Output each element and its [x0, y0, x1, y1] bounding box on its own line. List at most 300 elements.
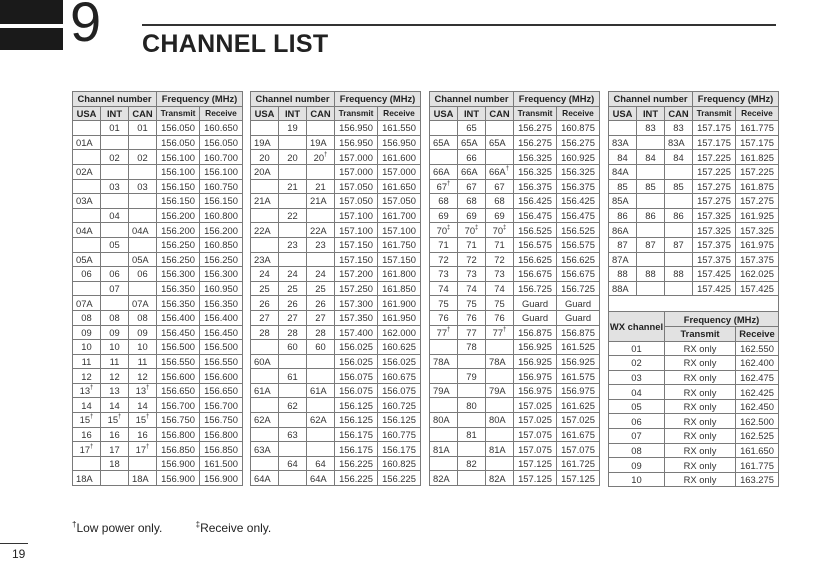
table-cell — [637, 223, 665, 238]
table-cell: 156.750 — [200, 413, 243, 428]
table-cell: 27 — [307, 310, 335, 325]
table-cell — [486, 369, 514, 384]
table-cell: 84 — [609, 150, 637, 165]
table-cell — [486, 150, 514, 165]
table-row — [251, 456, 421, 471]
table-cell — [637, 252, 665, 267]
table-cell — [101, 135, 129, 150]
table-cell — [486, 456, 514, 471]
wx-transmit-cell: RX only — [665, 385, 736, 400]
table-row — [609, 150, 779, 165]
header-frequency: Frequency (MHz) — [514, 92, 600, 107]
table-row — [430, 135, 600, 150]
table-cell: 156.950 — [378, 135, 421, 150]
table-cell — [665, 194, 693, 209]
table-cell: 08 — [129, 310, 157, 325]
wx-receive-cell: 162.550 — [736, 341, 779, 356]
wx-table-row — [609, 399, 779, 414]
table-row — [73, 121, 243, 136]
table-cell — [458, 442, 486, 457]
table-cell — [307, 427, 335, 442]
table-cell: 09 — [73, 325, 101, 340]
header-int: INT — [458, 106, 486, 121]
table-cell: 01 — [129, 121, 157, 136]
table-row — [73, 383, 243, 398]
table-cell — [458, 354, 486, 369]
table-cell: 17 — [101, 442, 129, 457]
table-cell: 10 — [73, 340, 101, 355]
table-row — [73, 208, 243, 223]
table-cell: 156.250 — [157, 252, 200, 267]
table-cell: 156.275 — [514, 135, 557, 150]
table-cell: 66A — [458, 164, 486, 179]
table-cell: 24 — [279, 267, 307, 282]
table-cell: 78 — [458, 340, 486, 355]
wx-table-row — [609, 385, 779, 400]
table-cell: 21 — [307, 179, 335, 194]
table-cell: 162.000 — [378, 325, 421, 340]
table-cell: 11 — [73, 354, 101, 369]
table-cell: 156.225 — [335, 471, 378, 486]
table-cell — [251, 237, 279, 252]
table-cell: 80A — [486, 413, 514, 428]
table-cell: 157.025 — [514, 413, 557, 428]
wx-channel-cell: 09 — [609, 458, 665, 473]
table-cell: 04 — [101, 208, 129, 223]
table-row — [73, 267, 243, 282]
table-cell — [251, 398, 279, 413]
table-cell: 156.325 — [514, 150, 557, 165]
table-cell: 156.400 — [200, 310, 243, 325]
table-row — [73, 471, 243, 486]
wx-receive-cell: 162.450 — [736, 399, 779, 414]
channel-table-2 — [250, 91, 421, 486]
page-number-rule — [0, 543, 28, 544]
table-cell: 05A — [129, 252, 157, 267]
table-cell: 21A — [307, 194, 335, 209]
table-cell: 157.175 — [693, 135, 736, 150]
wx-receive-cell: 162.475 — [736, 370, 779, 385]
table-cell: 20† — [307, 150, 335, 165]
table-cell: 61 — [279, 369, 307, 384]
table-row — [430, 281, 600, 296]
table-cell — [458, 383, 486, 398]
page-number: 19 — [12, 547, 26, 561]
table-cell — [458, 471, 486, 486]
table-cell: 87 — [637, 237, 665, 252]
table-cell: 70‡ — [458, 223, 486, 238]
table-row — [251, 223, 421, 238]
table-cell: 157.275 — [736, 194, 779, 209]
table-cell: 63 — [279, 427, 307, 442]
table-cell — [486, 121, 514, 136]
table-row — [251, 413, 421, 428]
table-row — [609, 121, 779, 136]
table-cell: 156.150 — [157, 194, 200, 209]
table-cell: 161.650 — [378, 179, 421, 194]
table-row — [251, 398, 421, 413]
table-cell — [73, 179, 101, 194]
table-cell: 156.650 — [157, 383, 200, 398]
table-cell: 156.075 — [378, 383, 421, 398]
table-cell — [101, 223, 129, 238]
table-row — [251, 194, 421, 209]
table-cell: 83 — [665, 121, 693, 136]
wx-table-row — [609, 414, 779, 429]
table-cell: 07A — [129, 296, 157, 311]
table-cell: 157.125 — [514, 471, 557, 486]
wx-channel-cell: 02 — [609, 356, 665, 371]
table-cell: 71 — [458, 237, 486, 252]
table-cell: 156.325 — [514, 164, 557, 179]
table-cell: 160.675 — [378, 369, 421, 384]
wx-table-row — [609, 429, 779, 444]
table-cell: 160.725 — [378, 398, 421, 413]
table-cell: 157.025 — [557, 413, 600, 428]
table-cell: 88 — [665, 267, 693, 282]
table-cell: 156.050 — [157, 135, 200, 150]
table-row — [73, 427, 243, 442]
table-cell: 22A — [251, 223, 279, 238]
table-cell: 156.050 — [200, 135, 243, 150]
table-row — [251, 150, 421, 165]
table-cell: 82A — [430, 471, 458, 486]
table-cell: 161.550 — [378, 121, 421, 136]
table-row — [73, 281, 243, 296]
table-cell: 77† — [430, 325, 458, 340]
table-cell: 156.100 — [200, 164, 243, 179]
table-row — [251, 296, 421, 311]
table-cell: 157.425 — [736, 281, 779, 296]
table-cell: 156.250 — [200, 252, 243, 267]
table-cell: 156.475 — [514, 208, 557, 223]
table-cell: 81A — [486, 442, 514, 457]
table-cell: 156.500 — [157, 340, 200, 355]
table-cell: 156.125 — [335, 413, 378, 428]
table-cell: 13 — [101, 383, 129, 398]
table-cell — [251, 208, 279, 223]
table-cell — [307, 354, 335, 369]
wx-transmit-cell: RX only — [665, 429, 736, 444]
wx-transmit-cell: RX only — [665, 458, 736, 473]
table-row — [73, 369, 243, 384]
table-cell: 03 — [101, 179, 129, 194]
table-cell — [73, 456, 101, 471]
table-cell: 24 — [307, 267, 335, 282]
table-cell: 157.075 — [514, 427, 557, 442]
table-cell: 26 — [307, 296, 335, 311]
table-cell: 160.650 — [200, 121, 243, 136]
table-row — [251, 135, 421, 150]
table-cell — [279, 471, 307, 486]
table-row — [430, 223, 600, 238]
table-cell: 160.775 — [378, 427, 421, 442]
table-cell — [251, 369, 279, 384]
header-rule — [142, 24, 776, 26]
table-cell: 11 — [129, 354, 157, 369]
table-cell: 75 — [486, 296, 514, 311]
table-cell: 78A — [430, 354, 458, 369]
footnotes — [72, 521, 301, 535]
wx-transmit-cell: RX only — [665, 414, 736, 429]
table-cell: 15† — [101, 413, 129, 428]
table-cell: 156.800 — [200, 427, 243, 442]
table-cell: 157.100 — [335, 208, 378, 223]
table-cell: 12 — [73, 369, 101, 384]
table-cell — [101, 194, 129, 209]
table-row — [430, 267, 600, 282]
table-cell: 157.225 — [693, 150, 736, 165]
table-cell: 17† — [129, 442, 157, 457]
table-cell: 161.825 — [736, 150, 779, 165]
table-row — [251, 121, 421, 136]
header-transmit: Transmit — [335, 106, 378, 121]
table-cell: 22 — [279, 208, 307, 223]
table-cell: 156.950 — [335, 135, 378, 150]
table-cell: 157.275 — [693, 194, 736, 209]
table-cell: 156.350 — [157, 296, 200, 311]
table-cell: 161.875 — [736, 179, 779, 194]
table-cell: 156.275 — [514, 121, 557, 136]
table-cell: 64A — [307, 471, 335, 486]
table-cell: 156.475 — [557, 208, 600, 223]
table-cell: 87 — [665, 237, 693, 252]
table-cell: 73 — [486, 267, 514, 282]
table-cell: 157.100 — [335, 223, 378, 238]
table-cell: 156.625 — [514, 252, 557, 267]
table-cell: 79 — [458, 369, 486, 384]
table-cell: 84 — [637, 150, 665, 165]
table-cell: 67 — [486, 179, 514, 194]
table-cell: 156.225 — [378, 471, 421, 486]
table-cell: 83 — [637, 121, 665, 136]
table-cell: 72 — [430, 252, 458, 267]
header-can: CAN — [307, 106, 335, 121]
table-cell: 01A — [73, 135, 101, 150]
wx-channel-cell: 05 — [609, 399, 665, 414]
table-cell: 156.900 — [157, 456, 200, 471]
table-cell — [129, 237, 157, 252]
table-cell: 157.425 — [693, 281, 736, 296]
table-row — [73, 194, 243, 209]
table-cell — [101, 296, 129, 311]
table-row — [251, 208, 421, 223]
table-cell: 20 — [251, 150, 279, 165]
table-cell: 85 — [637, 179, 665, 194]
table-cell — [637, 194, 665, 209]
table-cell: 160.850 — [200, 237, 243, 252]
table-cell: 157.200 — [335, 267, 378, 282]
table-cell — [430, 121, 458, 136]
table-cell: 88 — [609, 267, 637, 282]
table-cell: 156.425 — [557, 194, 600, 209]
wx-transmit-cell: RX only — [665, 370, 736, 385]
table-cell: 156.525 — [557, 223, 600, 238]
table-cell: 156.200 — [157, 208, 200, 223]
table-cell: 09 — [129, 325, 157, 340]
table-cell — [73, 121, 101, 136]
table-cell: 16 — [101, 427, 129, 442]
table-row — [73, 456, 243, 471]
table-row — [430, 150, 600, 165]
table-row — [73, 442, 243, 457]
table-cell: 13† — [129, 383, 157, 398]
chapter-tab-block-top — [0, 0, 63, 24]
table-cell: 156.225 — [335, 456, 378, 471]
table-cell — [279, 354, 307, 369]
table-row — [73, 325, 243, 340]
table-cell: 76 — [430, 310, 458, 325]
table-row — [430, 340, 600, 355]
table-cell: 160.875 — [557, 121, 600, 136]
table-cell: 64 — [279, 456, 307, 471]
table-cell: 156.600 — [200, 369, 243, 384]
table-cell: 157.150 — [335, 252, 378, 267]
table-cell: 68 — [458, 194, 486, 209]
table-cell: 156.425 — [514, 194, 557, 209]
table-cell: 65A — [458, 135, 486, 150]
table-row — [73, 179, 243, 194]
table-cell: 18A — [129, 471, 157, 486]
table-cell: 77 — [458, 325, 486, 340]
table-cell — [307, 252, 335, 267]
table-cell: 160.800 — [200, 208, 243, 223]
header-channel-number: Channel number — [251, 92, 335, 107]
header-int: INT — [101, 106, 129, 121]
table-cell — [665, 223, 693, 238]
header-wx-channel: WX channel — [609, 312, 665, 341]
table-cell: 16 — [129, 427, 157, 442]
wx-receive-cell: 162.400 — [736, 356, 779, 371]
table-row — [251, 427, 421, 442]
table-cell: 67 — [458, 179, 486, 194]
table-cell: 18A — [73, 471, 101, 486]
table-row — [430, 164, 600, 179]
table-cell — [458, 413, 486, 428]
header-transmit: Transmit — [157, 106, 200, 121]
table-row — [251, 383, 421, 398]
table-cell: 86 — [609, 208, 637, 223]
table-cell: 156.125 — [378, 413, 421, 428]
table-cell: 156.075 — [335, 369, 378, 384]
table-row — [430, 252, 600, 267]
table-cell — [307, 442, 335, 457]
table-cell: 83A — [609, 135, 637, 150]
table-cell: 74 — [486, 281, 514, 296]
table-cell: 28 — [307, 325, 335, 340]
table-cell — [129, 456, 157, 471]
table-cell: 156.625 — [557, 252, 600, 267]
table-row — [73, 223, 243, 238]
wx-transmit-cell: RX only — [665, 341, 736, 356]
table-cell: 157.325 — [693, 208, 736, 223]
table-cell: 21A — [251, 194, 279, 209]
table-row — [251, 310, 421, 325]
table-cell: 08 — [73, 310, 101, 325]
wx-channel-cell: 04 — [609, 385, 665, 400]
table-cell: 156.250 — [157, 237, 200, 252]
header-can: CAN — [665, 106, 693, 121]
header-usa: USA — [251, 106, 279, 121]
table-cell: 157.125 — [514, 456, 557, 471]
table-cell: 07A — [73, 296, 101, 311]
table-cell: 85A — [609, 194, 637, 209]
table-cell: 156.675 — [557, 267, 600, 282]
table-cell: 157.225 — [693, 164, 736, 179]
table-cell: 156.375 — [557, 179, 600, 194]
header-transmit: Transmit — [514, 106, 557, 121]
table-row — [251, 252, 421, 267]
header-receive: Receive — [557, 106, 600, 121]
table-cell: 156.100 — [157, 150, 200, 165]
table-cell — [430, 340, 458, 355]
table-cell: 160.750 — [200, 179, 243, 194]
table-cell — [251, 340, 279, 355]
table-row — [73, 398, 243, 413]
table-cell: 07 — [101, 281, 129, 296]
table-cell: 157.050 — [335, 194, 378, 209]
table-cell: 161.625 — [557, 398, 600, 413]
header-can: CAN — [129, 106, 157, 121]
table-cell: 06 — [129, 267, 157, 282]
table-cell: 156.900 — [200, 471, 243, 486]
table-cell: 157.050 — [335, 179, 378, 194]
table-row — [251, 442, 421, 457]
wx-channel-cell: 06 — [609, 414, 665, 429]
table-cell: 68 — [430, 194, 458, 209]
table-cell: 75 — [458, 296, 486, 311]
table-cell: 156.275 — [557, 135, 600, 150]
table-cell: 161.675 — [557, 427, 600, 442]
table-cell: 161.975 — [736, 237, 779, 252]
table-cell: 14 — [101, 398, 129, 413]
table-cell: 66 — [458, 150, 486, 165]
header-can: CAN — [486, 106, 514, 121]
table-cell: 69 — [458, 208, 486, 223]
table-cell: 65A — [430, 135, 458, 150]
table-cell: 156.075 — [335, 383, 378, 398]
table-cell: Guard — [514, 310, 557, 325]
wx-table-row — [609, 472, 779, 487]
table-cell: 156.575 — [557, 237, 600, 252]
table-cell: 161.800 — [378, 267, 421, 282]
table-cell — [73, 237, 101, 252]
table-cell: 157.375 — [693, 252, 736, 267]
table-cell: 156.750 — [157, 413, 200, 428]
wx-receive-cell: 161.650 — [736, 443, 779, 458]
table-cell: 60 — [279, 340, 307, 355]
table-cell: 61A — [251, 383, 279, 398]
table-cell: 66A† — [486, 164, 514, 179]
table-cell: 156.850 — [200, 442, 243, 457]
table-cell: 156.025 — [335, 340, 378, 355]
footnote-low-power: †Low power only. — [72, 520, 163, 535]
header-channel-number: Channel number — [609, 92, 693, 107]
table-cell — [665, 252, 693, 267]
table-cell: 61A — [307, 383, 335, 398]
table-cell: 03A — [73, 194, 101, 209]
table-cell — [251, 456, 279, 471]
table-cell: 156.850 — [157, 442, 200, 457]
table-cell: 63A — [251, 442, 279, 457]
table-cell: 02 — [101, 150, 129, 165]
table-row — [609, 164, 779, 179]
table-cell: 64A — [251, 471, 279, 486]
table-cell — [73, 150, 101, 165]
table-cell: 04A — [73, 223, 101, 238]
table-cell: 156.975 — [514, 369, 557, 384]
table-cell: 15† — [129, 413, 157, 428]
